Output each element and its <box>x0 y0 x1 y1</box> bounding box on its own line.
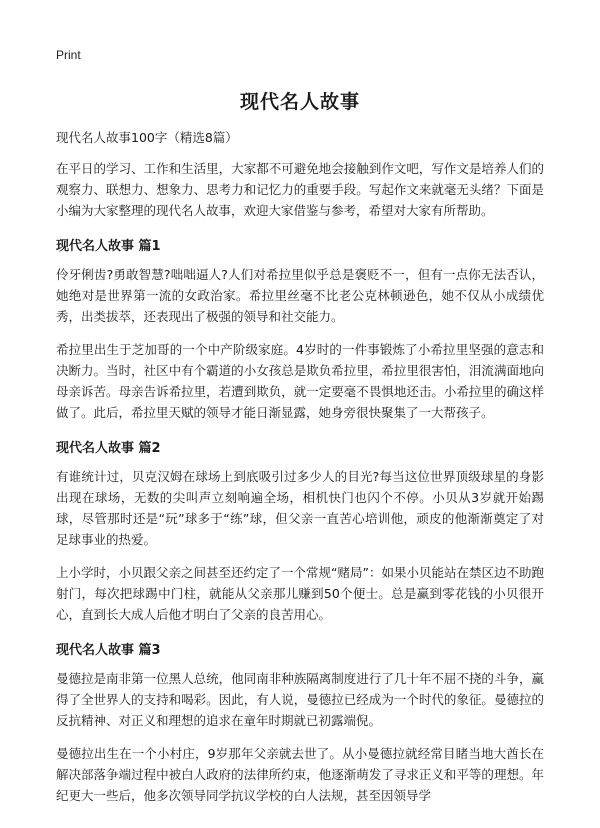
section-2-paragraph-2: 上小学时，小贝跟父亲之间甚至还约定了一个常规“赌局”：如果小贝能站在禁区边不助跑射门，每次把球踢中门柱，就能从父亲那儿赚到50个便士。总是赢到零花钱的小贝很开心，直到长大成人后他才明白了父亲的良苦用心。 <box>56 565 544 622</box>
section-1-paragraph-2: 希拉里出生于芝加哥的一个中产阶级家庭。4岁时的一件事锻炼了小希拉里坚强的意志和决断力。当时，社区中有个霸道的小女孩总是欺负希拉里，希拉里很害怕，泪流满面地向母亲诉苦。母亲告诉希拉里，若遭到欺负，就一定要毫不畏惧地还击。小希拉里的确这样做了。此后，希拉里天赋的领导才能日渐显露，她身旁很快聚集了一大帮孩子。 <box>56 342 544 420</box>
section-3-paragraph-1: 曼德拉是南非第一位黑人总统，他同南非种族隔离制度进行了几十年不屈不挠的斗争，赢得了全世界人的支持和喝彩。因此，有人说，曼德拉已经成为一个时代的象征。曼德拉的反抗精神、对正义和理想的追求在童年时期就已初露端倪。 <box>56 671 544 728</box>
intro-paragraph: 在平日的学习、工作和生活里，大家都不可避免地会接触到作文吧，写作文是培养人们的观察力、联想力、想象力、思考力和记忆力的重要手段。写起作文来就毫无头绪？下面是小编为大家整理的现代名人故事，欢迎大家借鉴与参考，希望对大家有所帮助。 <box>56 161 544 218</box>
section-1-paragraph-1: 伶牙俐齿?勇敢智慧?咄咄逼人?人们对希拉里似乎总是褒贬不一，但有一点你无法否认，她绝对是世界第一流的女政治家。希拉里丝毫不比老公克林顿逊色，她不仅从小成绩优秀，出类拔萃，还表现出了极强的领导和社交能力。 <box>56 267 544 324</box>
section-heading-3: 现代名人故事 篇3 <box>56 643 161 658</box>
section-heading-1: 现代名人故事 篇1 <box>56 239 161 254</box>
section-3-paragraph-2: 曼德拉出生在一个小村庄，9岁那年父亲就去世了。从小曼德拉就经常目睹当地大酋长在解决部落争端过程中被白人政府的法律所约束，他逐渐萌发了寻求正义和平等的理想。年纪更大一些后，他多次领导同学抗议学校的白人法规，甚至因领导学 <box>56 746 544 803</box>
page-title: 现代名人故事 <box>239 91 360 113</box>
document-subtitle: 现代名人故事100字（精选8篇） <box>56 130 238 145</box>
section-2-paragraph-1: 有谁统计过，贝克汉姆在球场上到底吸引过多少人的目光?每当这位世界顶级球星的身影出现在球场，无数的尖叫声立刻响遍全场，相机快门也闪个不停。小贝从3岁就开始踢球，尽管那时还是“玩”球多于“练”球，但父亲一直苦心培训他，顽皮的他渐渐奠定了对足球事业的热爱。 <box>56 469 544 547</box>
section-heading-2: 现代名人故事 篇2 <box>56 441 161 456</box>
print-link[interactable]: Print <box>56 48 81 62</box>
